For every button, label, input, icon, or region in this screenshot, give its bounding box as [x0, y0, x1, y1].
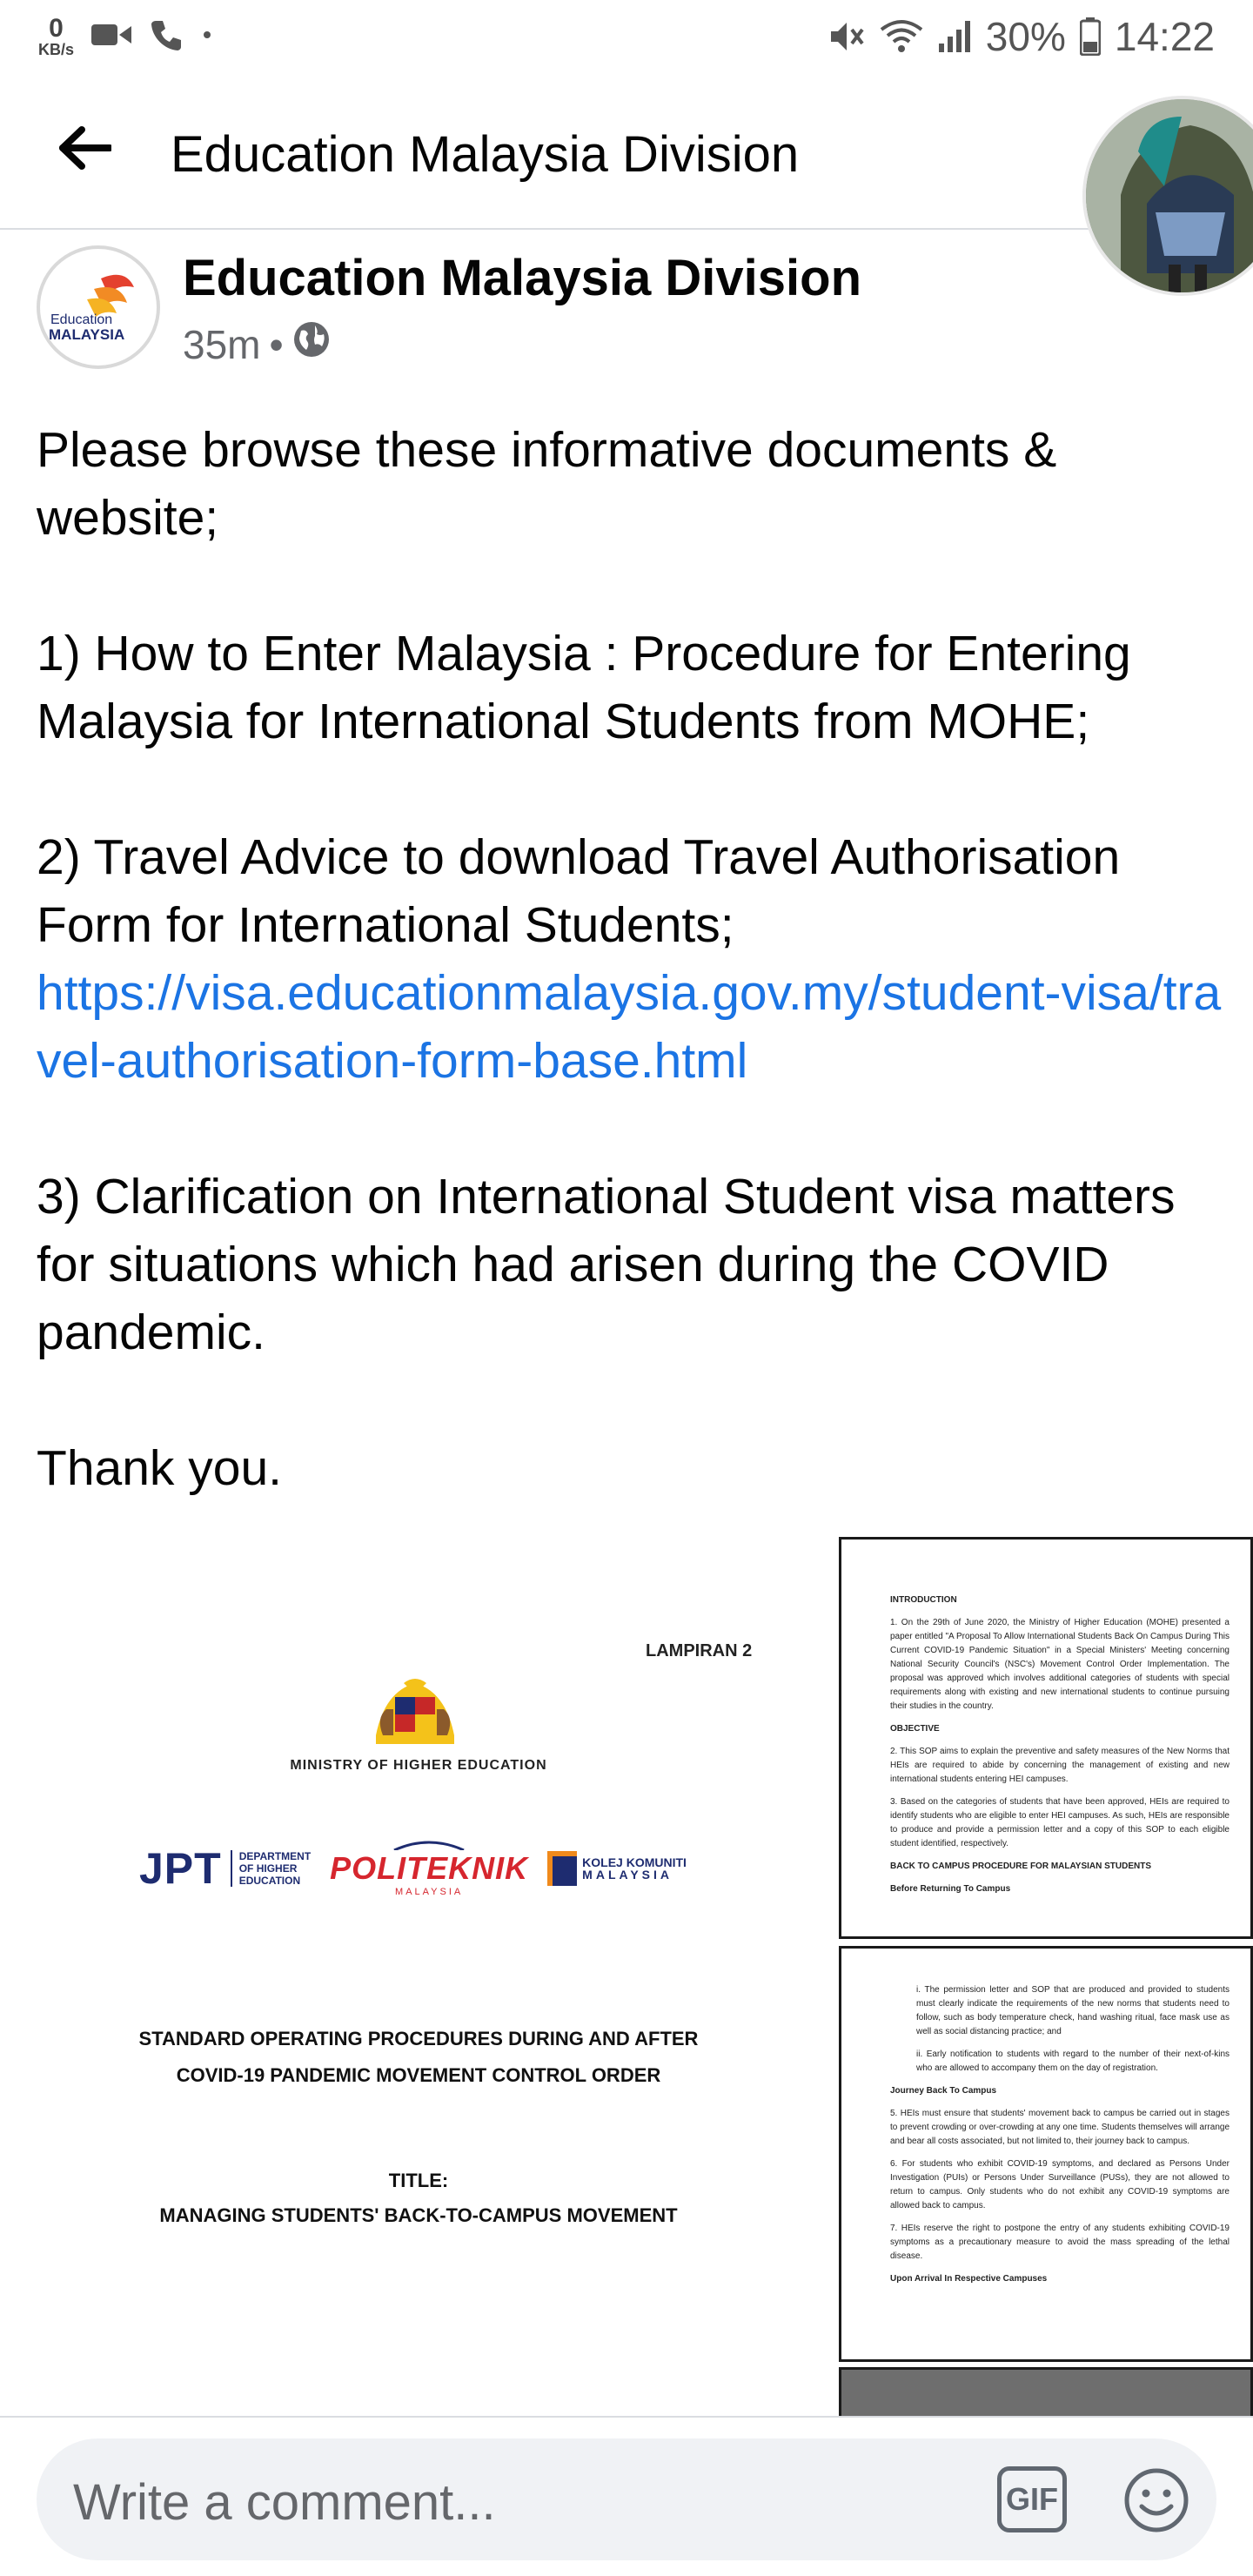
thumb-heading: INTRODUCTION: [890, 1595, 957, 1605]
comment-bar: [0, 2416, 1253, 2576]
politeknik-arc-icon: [342, 1840, 516, 1850]
globe-icon: [292, 320, 331, 368]
doc-title: [0, 2163, 837, 2233]
thumb-paragraph: 2. This SOP aims to explain the preventive and safety measures of the New Norms that HEIs are required to abide by concerning the management of existing and new international students entering HEI campuses.: [890, 1747, 1230, 1784]
thumb-heading: Upon Arrival In Respective Campuses: [890, 2274, 1048, 2284]
politeknik-logo: [330, 1840, 528, 1897]
doc-title-label: TITLE:: [388, 2170, 449, 2191]
signal-icon: [937, 19, 972, 54]
header-title: Education Malaysia Division: [171, 126, 800, 183]
doc-logos: [139, 1840, 687, 1897]
thumb-heading: Before Returning To Campus: [890, 1884, 1011, 1894]
politeknik-sub: MALAYSIA: [395, 1887, 464, 1897]
arrow-left-icon: [57, 126, 111, 174]
post-paragraph: Thank you.: [37, 1440, 282, 1496]
video-camera-icon: [91, 22, 131, 52]
data-rate-unit: KB/s: [38, 41, 75, 58]
jpt-sub-line: EDUCATION: [238, 1875, 301, 1887]
thumb-paragraph: 3. Based on the categories of students that have been approved, HEIs are required to identify students who are eligible to enter HEI campuses. As such, HEIs are responsible to produce and provide a permission letter and a copy of this SOP to each eligible student identified, respectively.: [890, 1797, 1230, 1848]
thumb-heading: BACK TO CAMPUS PROCEDURE FOR MALAYSIAN STUDENTS: [890, 1862, 1152, 1871]
mute-icon: [828, 17, 866, 56]
thumb-heading: Journey Back To Campus: [890, 2086, 997, 2096]
doc-ministry: MINISTRY OF HIGHER EDUCATION: [290, 1758, 547, 1773]
thumb-paragraph: 7. HEIs reserve the right to postpone the entry of any students exhibiting COVID-19 symptoms as a precautionary measure to avoid the mass spreading of the lethal disease.: [890, 2224, 1230, 2261]
politeknik-text: POLITEKNIK: [330, 1850, 529, 1886]
kolej-mark-icon: [547, 1851, 577, 1886]
jpt-sub-line: DEPARTMENT: [238, 1850, 312, 1862]
doc-sop-heading: [0, 2021, 837, 2094]
battery-icon: [1080, 17, 1101, 56]
kolej-line: MALAYSIA: [582, 1868, 673, 1882]
meta-separator: •: [269, 321, 284, 367]
document-image-main[interactable]: [0, 1537, 837, 2418]
jpt-text: JPT: [139, 1844, 222, 1893]
jpt-sub: [231, 1850, 311, 1887]
thumb-paragraph: ii. Early notification to students with regard to the number of their next-of-kins who are allowed to accompany them on the day of registration.: [916, 2049, 1230, 2073]
page-avatar[interactable]: [37, 245, 160, 369]
doc-lampiran: LAMPIRAN 2: [646, 1641, 753, 1660]
data-rate: [38, 16, 74, 57]
thumb-heading: OBJECTIVE: [890, 1724, 940, 1734]
education-malaysia-logo: [40, 249, 157, 366]
comment-input[interactable]: [37, 2438, 1216, 2560]
jpt-logo: [139, 1843, 311, 1894]
emoji-button[interactable]: [1122, 2466, 1190, 2534]
battery-percent: 30%: [985, 14, 1066, 59]
thumb-paragraph: i. The permission letter and SOP that are produced and provided to students must clearly indicate the requirements of the new norms that students need to follow, such as body temperature check, hand washing ritual, face mask use as well as social distancing practice; and: [916, 1985, 1230, 2036]
wifi-icon: [880, 19, 923, 54]
post-paragraph: 2) Travel Advice to download Travel Authorisation Form for International Students;: [37, 829, 1121, 953]
thumb-paragraph: 6. For students who exhibit COVID-19 symptoms, and declared as Persons Under Investigation (PUIs) or Persons Under Surveillance (PUSs), they are not allowed to return to campus. Only students who do not exhibit any COVID-19 symptoms are allowed back to campus.: [890, 2159, 1230, 2210]
kolej-text: [582, 1856, 687, 1881]
app-header: [0, 73, 1253, 230]
document-image-thumb-2[interactable]: [839, 1946, 1253, 2362]
phone-icon: [149, 17, 184, 57]
doc-sop-line: COVID-19 PANDEMIC MOVEMENT CONTROL ORDER: [176, 2064, 661, 2086]
status-left: [38, 16, 213, 57]
logo-text-top: Education: [50, 312, 113, 327]
malaysia-crest-icon: [367, 1674, 463, 1752]
thumb-paragraph: 5. HEIs must ensure that students' movement back to campus be carried out in stages to prevent crowding or over-crowding at any one time. Students themselves will arrange and bear all costs associated, but not limited to, their journey back to campus.: [890, 2109, 1230, 2146]
kolej-komuniti-logo: [547, 1851, 687, 1886]
thumb-1-text: [890, 1585, 1230, 1905]
document-image-thumb-1[interactable]: [839, 1537, 1253, 1939]
page-name[interactable]: Education Malaysia Division: [183, 250, 861, 306]
doc-sop-line: STANDARD OPERATING PROCEDURES DURING AND AFTER: [138, 2028, 699, 2049]
clock: 14:22: [1114, 14, 1215, 59]
back-button[interactable]: [54, 124, 115, 176]
status-bar: [0, 0, 1253, 73]
jpt-sub-line: OF HIGHER: [238, 1862, 298, 1875]
post-paragraph: 3) Clarification on International Student visa matters for situations which had arisen during the COVID pandemic.: [37, 1169, 1176, 1360]
doc-title-value: MANAGING STUDENTS' BACK-TO-CAMPUS MOVEMENT: [159, 2204, 678, 2226]
post-paragraph: 1) How to Enter Malaysia : Procedure for Entering Malaysia for International Students from MOHE;: [37, 626, 1131, 749]
post-paragraph: Please browse these informative documents & website;: [37, 422, 1057, 546]
post-meta: [183, 320, 331, 368]
data-rate-value: 0: [49, 14, 64, 43]
thumb-paragraph: 1. On the 29th of June 2020, the Ministry of Higher Education (MOHE) presented a paper entitled "A Proposal To Allow International Students Back On Campus During This Current COVID-19 Pandemic Situation" in a Special Ministers' Meeting concerning National Security Council's (NSC's) Movement Control Order Implementation. The proposal was approved which involves additional categories of students with special requirements along with existing and new international students to continue pursuing their studies in the country.: [890, 1618, 1230, 1711]
post-timestamp[interactable]: 35m: [183, 321, 261, 367]
gif-button[interactable]: GIF: [997, 2466, 1067, 2532]
notification-dot-icon: [201, 29, 213, 45]
smiley-icon: [1122, 2466, 1190, 2534]
kolej-line: KOLEJ KOMUNITI: [582, 1855, 687, 1869]
post-body: [37, 416, 1229, 1502]
profile-avatar[interactable]: [1082, 96, 1253, 296]
comment-placeholder: Write a comment...: [73, 2474, 496, 2531]
logo-text-bottom: MALAYSIA: [49, 326, 125, 343]
post-header: [37, 245, 1081, 376]
document-image-thumb-3[interactable]: [839, 2367, 1253, 2419]
post-link[interactable]: https://visa.educationmalaysia.gov.my/student-visa/travel-authorisation-form-base.html: [37, 965, 1222, 1089]
thumb-2-text: [890, 1983, 1230, 2295]
status-right: [828, 13, 1215, 60]
